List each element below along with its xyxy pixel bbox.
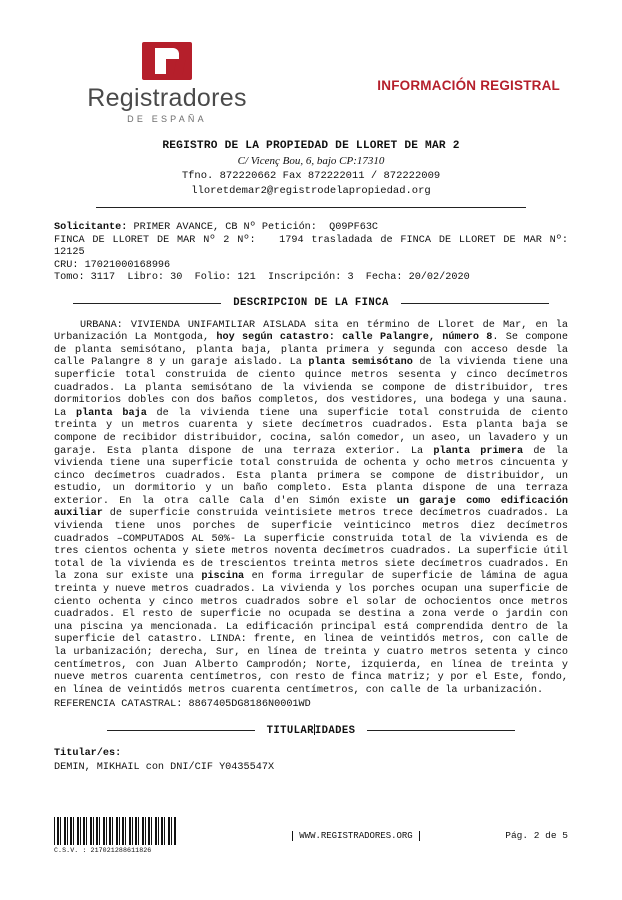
document-footer — [0, 817, 622, 854]
description-span-1: hoy según catastro: calle Palangre, número 8 — [216, 332, 493, 344]
description-span-2: . Se compone de planta semisótano, planta baja, planta primera y segunda con acceso desde la calle Palangre 8 y un garaje aislado. La — [54, 332, 568, 369]
finca-description-paragraph — [54, 320, 568, 698]
tomo-line: Tomo: 3117 Libro: 30 Folio: 121 Inscripción: 3 Fecha: 20/02/2020 — [54, 272, 470, 284]
footer-left — [54, 817, 254, 854]
descripcion-section-header — [54, 297, 568, 310]
registry-phone: Tfno. 872220662 Fax 872222011 / 872222009 — [181, 170, 441, 182]
referencia-catastral: REFERENCIA CATASTRAL: 8867405DG8186N0001WD — [54, 699, 311, 711]
description-span-4: de la vivienda tiene una superficie total construida de ciento quince metros sesenta y cinco decímetros cuadrados. La planta semisótano de la vivienda se compone de distribuidor, tres dormitorios dobles con dos baños completos, dos vestidores, una bodega y una sauna. La — [54, 357, 568, 419]
document-header — [0, 0, 622, 124]
description-span-0: URBANA: VIVIENDA UNIFAMILIAR AISLADA sita en término de Lloret de Mar, en la Urbanización La Montgoda, — [54, 319, 568, 344]
titular-label: Titular/es: — [54, 747, 122, 759]
section-rule-right-2 — [367, 730, 515, 731]
registry-address: C/ Vicenç Bou, 6, bajo CP:17310 — [237, 155, 385, 167]
titularidades-title: TITULARIDADES — [266, 724, 356, 737]
header-divider — [96, 207, 526, 208]
section-rule-left-2 — [107, 730, 255, 731]
description-span-10: de superficie construida veintisiete metros trece decímetros cuadrados. La vivienda tiene unos porches de superficie veinticinco metros diez decímetros cuadrados –COMPUTADOS AL 50%- La superficie construida total de la vivienda es de tres cientos ochenta y siete metros noventa decímetros cuadrados. La superficie útil total de la vivienda es de trescientos treinta metros siete decímetros cuadrados. En la zona sur existe una — [54, 508, 568, 583]
description-span-7: planta primera — [433, 445, 524, 457]
registry-email: lloretdemar2@registrodelapropiedad.org — [191, 185, 431, 197]
registradores-logo — [62, 42, 272, 124]
registry-block — [0, 140, 622, 208]
logo-text: Registradores — [87, 84, 247, 112]
info-registral-title: INFORMACIÓN REGISTRAL — [377, 78, 560, 93]
logo-subtext: DE ESPAÑA — [127, 114, 207, 124]
description-span-11: piscina — [201, 571, 245, 583]
titularidades-section-header — [54, 724, 568, 738]
cru-line: CRU: 17021000168996 — [54, 259, 171, 271]
footer-page-number: Pág. 2 de 5 — [505, 830, 568, 841]
section-rule-right — [401, 303, 549, 304]
document-body — [0, 222, 622, 775]
footer-website: WWW.REGISTRADORES.ORG — [292, 831, 419, 841]
description-span-9: un garaje como edificación auxiliar — [54, 495, 568, 520]
description-span-8: de la vivienda tiene una superficie total construida de ochenta y ocho metros cincuenta y cinco decímetros cuadrados. Esta planta primera se compone de distribuidor, un estudio, un dormitorio y un baño completo. Esta planta dispone de una terraza exterior. En la otra calle Cala d'en Simón existe — [54, 445, 569, 507]
descripcion-title: DESCRIPCION DE LA FINCA — [233, 296, 389, 309]
description-span-12: en forma irregular de superficie de lámina de agua treinta y nueve metros cuadrados. La vivienda y los porches ocupan una superficie de ciento ochenta y cinco metros cuadrados sobre el solar de ochocientos once metros cuadrados. El resto de superficie no ocupada se destina a zona verde o jardin con una piscina ya mencionada. La edificación principal está comprendida dentro de la superficie del catastro. LINDA: frente, en linea de veintidós metros, con calle de la urbanización; derecha, Sur, en línea de treinta y cuatro metros setenta y cinco centímetros, con Juan Alberto Camprodón; Norte, izquierda, en línea de treinta y nueve metros cuarenta centímetros, con resto de finca matriz; y por el Este, fondo, en línea de veintidós metros cuarenta centímetros, con calle de la urbanización. — [54, 571, 568, 696]
solicitante-line — [54, 222, 568, 235]
section-rule-left — [73, 303, 221, 304]
solicitante-label: Solicitante: — [54, 222, 128, 233]
registry-title: REGISTRO DE LA PROPIEDAD DE LLORET DE MAR 2 — [162, 140, 460, 152]
text-cursor — [314, 724, 315, 735]
description-span-5: planta baja — [75, 407, 147, 419]
finca-line: FINCA DE LLORET DE MAR Nº 2 Nº: 1794 trasladada de FINCA DE LLORET DE MAR Nº: 12125 — [54, 234, 575, 259]
csv-code: C.S.V. : 217021288611826 — [54, 847, 152, 854]
solicitante-value: PRIMER AVANCE, CB Nº Petición: Q09PF63C — [133, 222, 379, 233]
barcode-image — [54, 817, 176, 845]
titular-value: DEMIN, MIKHAIL con DNI/CIF Y0435547X — [54, 762, 275, 774]
description-span-6: de la vivienda tiene una superficie total construida de ciento treinta y un metros cuarenta y siete decímetros cuadrados. Esta planta baja se compone de recibidor distribuidor, cocina, salón comedor, un aseo, un lavadero y un garaje. Esta planta dispone de una terraza exterior. La — [54, 407, 569, 457]
description-span-3: planta semisótano — [308, 357, 413, 369]
registradores-mark-icon — [142, 42, 192, 80]
